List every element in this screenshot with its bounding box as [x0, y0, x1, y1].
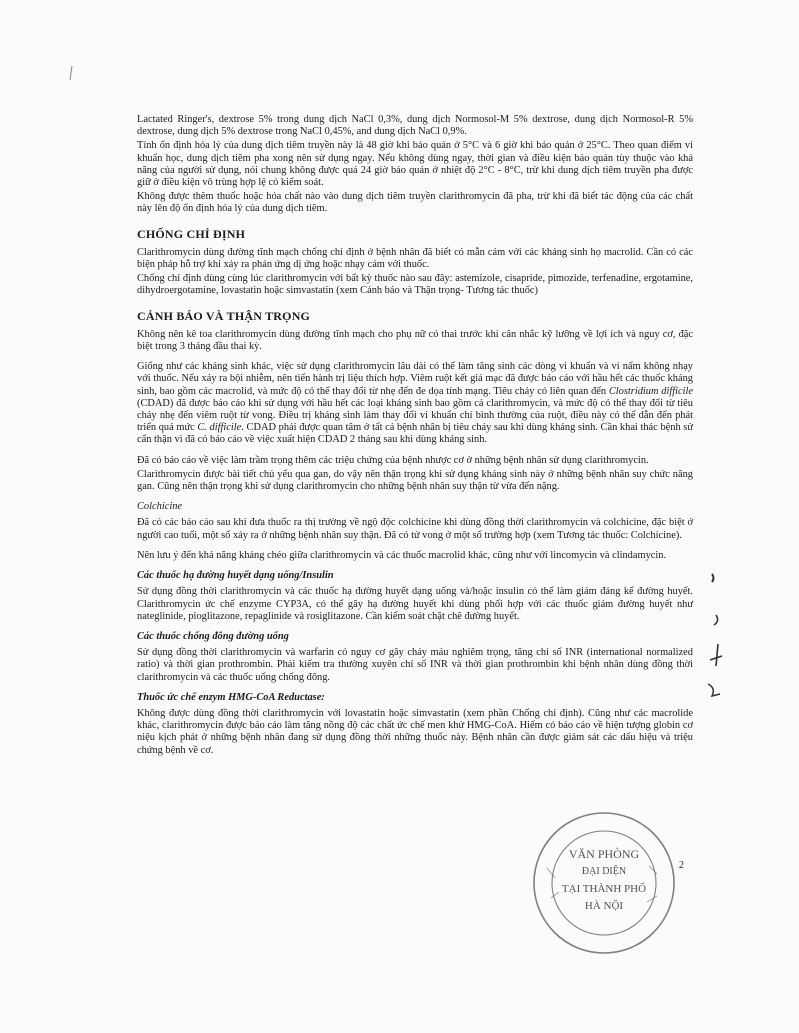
- contraindications-heading: CHỐNG CHỈ ĐỊNH: [137, 226, 246, 241]
- document-body: [137, 114, 693, 759]
- contraindications-paragraph-2: Chống chỉ định dùng cùng lúc clarithromycin với bất kỳ thuốc nào sau đây: astemizole, cisapride, pimozide, terfenadine, ergotamine, dihydroergotamine, lovastatin hoặc simvastatin (xem Cảnh báo và Thận trọng- Tương tác thuốc): [137, 273, 693, 297]
- intro-paragraph-2: Tính ổn định hóa lý của dung dịch tiêm truyền này là 48 giờ khi bảo quản ở 5°C và 6 giờ khi bảo quản ở 25°C. Theo quan điểm vi khuẩn học, dung dịch tiêm pha xong nên sử dụng ngay. Nếu không dùng ngay, thời gian và điều kiện bảo quản tùy thuộc vào khả năng của người sử dụng, nói chung không được quá 24 giờ bảo quản ở nhiệt độ 2°C - 8°C, trừ khi dung dịch tiêm truyền pha được giữ ở điều kiện vô trùng hợp lệ có kiểm soát.: [137, 140, 693, 189]
- intro-paragraph-1: Lactated Ringer's, dextrose 5% trong dung dịch NaCl 0,3%, dung dịch Normosol-M 5% dextrose, dung dịch Normosol-R 5% dextrose, dung dịch 5% dextrose trong NaCl 0,45%, and dung dịch NaCl 0,9%.: [137, 114, 693, 138]
- cross-resistance-paragraph: Nên lưu ý đến khả năng kháng chéo giữa clarithromycin và các thuốc macrolid khác, cũng như với lincomycin và clindamycin.: [137, 549, 667, 561]
- office-stamp: [529, 808, 679, 958]
- hypoglycemic-subheading: Các thuốc hạ đường huyết dạng uống/Insulin: [137, 570, 334, 582]
- stamp-line-3: TẠI THÀNH PHỐ: [561, 883, 647, 895]
- hypoglycemic-paragraph: Sử dụng đồng thời clarithromycin và các thuốc hạ đường huyết dạng uống và/hoặc insulin có thể làm giảm đáng kể đường huyết. Clarithromycin ức chế enzyme CYP3A, có thể gây hạ đường huyết khi dùng phối hợp với các thuốc giảm đường huyết như nateglinide, pioglitazone, repaglinide và rosiglitazone. Cần kiểm soát chặt chẽ đường huyết.: [137, 586, 693, 622]
- warnings-paragraph-hepatic: Clarithromycin được bài tiết chủ yếu qua gan, do vậy nên thận trọng khi sử dụng kháng sinh này ở những bệnh nhân suy chức năng gan. Cũng nên thận trọng khi sử dụng clarithromycin cho những bệnh nhân suy thận từ vừa đến nặng.: [137, 468, 693, 493]
- stamp-line-4: HÀ NỘI: [584, 900, 624, 912]
- warnings-paragraph-myasthenia: Đã có báo cáo về việc làm trầm trọng thêm các triệu chứng của bệnh nhược cơ ở những bệnh nhân sử dụng clarithromycin.: [137, 454, 649, 466]
- anticoagulant-subheading: Các thuốc chống đông đường uống: [137, 630, 289, 642]
- stamp-seal-icon: [529, 808, 679, 958]
- organism-name-short: C. difficile: [197, 422, 242, 434]
- organism-name: Clostridium difficile: [608, 385, 693, 397]
- colchicine-subheading: Colchicine: [137, 501, 183, 513]
- corner-mark: [66, 64, 78, 84]
- warnings-heading: CẢNH BÁO VÀ THẬN TRỌNG: [137, 308, 311, 323]
- margin-handwriting-marks: [700, 570, 730, 710]
- hmg-coa-paragraph: Không được dùng đồng thời clarithromycin với lovastatin hoặc simvastatin (xem phần Chống chỉ định). Cũng như các macrolide khác, clarithromycin được báo cáo làm tăng nồng độ các chất ức chế men khử HMG-CoA. Hiếm có báo cáo về hiện tượng globin cơ niệu kịch phát ở những bệnh nhân đang sử dụng đồng thời những thuốc này. Bệnh nhân cần được giám sát các dấu hiệu và triệu chứng bệnh về cơ.: [137, 707, 693, 756]
- warnings-paragraph-superinfection: [137, 361, 693, 446]
- stamp-line-1: VĂN PHÒNG: [568, 847, 640, 861]
- warnings-paragraph-pregnancy: Không nên kê toa clarithromycin dùng đường tĩnh mạch cho phụ nữ có thai trước khi cân nhắc kỹ lưỡng về lợi ích và nguy cơ, đặc biệt trong 3 tháng đầu thai kỳ.: [137, 328, 693, 353]
- hmg-coa-subheading: Thuốc ức chế enzym HMG-CoA Reductase:: [137, 691, 325, 703]
- page-number: 2: [679, 860, 684, 871]
- intro-paragraph-3: Không được thêm thuốc hoặc hóa chất nào vào dung dịch tiêm truyền clarithromycin đã pha, trừ khi đã biết tác động của các chất này lên độ ổn định hóa lý của dung dịch tiêm.: [137, 191, 693, 215]
- stamp-line-2: ĐẠI DIỆN: [581, 866, 627, 877]
- colchicine-paragraph: Đã có các báo cáo sau khi đưa thuốc ra thị trường về ngộ độc colchicine khi dùng đồng thời clarithromycin và colchicine, đặc biệt ở người cao tuổi, một số xảy ra ở những bệnh nhân suy thận. Đã có tử vong ở một số trường hợp (xem Tương tác thuốc: Colchicine).: [137, 517, 693, 541]
- superinfection-text-c: . CDAD phải được quan tâm ở tất cả bệnh nhân bị tiêu chảy sau khi dùng kháng sinh. Cần khai thác bệnh sử cẩn thận vì đã có báo cáo về việc xuất hiện CDAD 2 tháng sau khi dùng kháng sinh.: [137, 422, 693, 446]
- contraindications-paragraph-1: Clarithromycin dùng đường tĩnh mạch chống chỉ định ở bệnh nhân đã biết có mẫn cảm với các kháng sinh họ macrolid. Cần có các biện pháp hỗ trợ khi xảy ra phản ứng dị ứng hoặc nhạy cảm với thuốc.: [137, 246, 693, 271]
- superinfection-text-b: (CDAD) đã được báo cáo khi sử dụng với hầu hết các loại kháng sinh bao gồm cả clarithromycin, và mức độ có thể thay đổi từ tiêu chảy nhẹ đến viêm ruột từ vong. Điều trị kháng sinh làm thay đổi vi khuẩn chí bình thường của ruột, điều này có thể dẫn đến phát triển quá mức: [137, 397, 693, 434]
- anticoagulant-paragraph: Sử dụng đồng thời clarithromycin và warfarin có nguy cơ gây chảy máu nghiêm trọng, tăng chỉ số INR (international normalized ratio) và thời gian prothrombin. Phải kiểm tra thường xuyên chỉ số INR và thời gian prothrombin khi bệnh nhân dùng đồng thời clarithromycin và các thuốc uống chống đông.: [137, 647, 693, 683]
- superinfection-text-a: Giống như các kháng sinh khác, việc sử dụng clarithromycin lâu dài có thể làm tăng sinh các dòng vi khuẩn và vi nấm không nhạy với thuốc. Nếu xảy ra bội nhiễm, nên tiến hành trị liệu thích hợp. Viêm ruột kết giả mạc đã được báo cáo với hầu hết các thuốc kháng sinh, bao gồm các macrolid, và mức độ có thể thay đổi từ nhẹ đến đe dọa tính mạng. Tiêu chảy có liên quan đến: [137, 361, 693, 397]
